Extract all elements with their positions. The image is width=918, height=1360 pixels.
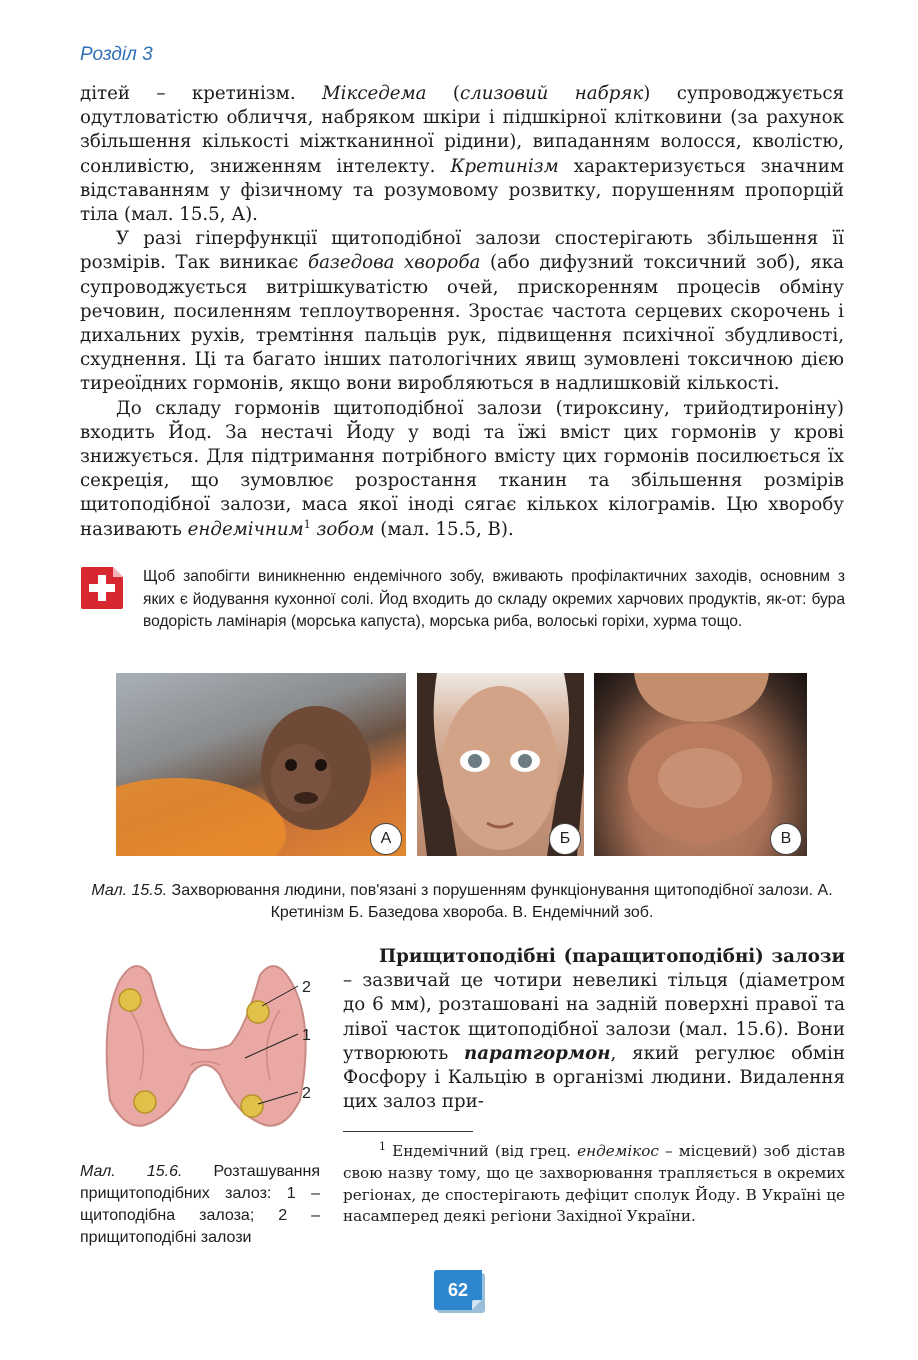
parathyroid-text: Прищитоподібні (паращитоподібні) залози – зазвичай це чотири невеликі тільця (діаметром до 6 мм), розташовані на задній поверхні правої та лівої часток щитоподібної залози (мал. 15.6). Вони утворюють паратгормон, який регулює обмін Фосфору і Кальцію в організмі людини. Видалення цих залоз при- (343, 946, 845, 1113)
callout-2-bottom: 2 (302, 1085, 311, 1102)
parathyroid-gland-top-left (119, 989, 141, 1011)
page-number: 62 (447, 1280, 469, 1300)
main-text (80, 82, 844, 542)
callout-2-top: 2 (302, 979, 311, 996)
paragraph-2: У разі гіперфункції щитоподібної залози спостерігають збільшення її розмірів. Так виникає базедова хвороба (або дифузний токсичний зоб), яка супроводжується витрішкуватістю очей, прискоренням процесів обміну речовин, посиленням теплоутворення. Зростає частота серцевих скорочень і дихальних рухів, тремтіння пальців рук, підвищення психічної збудливості, схуднення. Ці та багато інших патологічних явищ зумовлені токсичною дією тиреоїдних гормонів, якщо вони виробляються в надлишковій кількості. (80, 228, 844, 395)
photo-label-a: А (370, 823, 402, 855)
photo-label-c: В (770, 823, 802, 855)
photo-cretinism (116, 673, 406, 856)
figure-15-5-caption: Мал. 15.5. Захворювання людини, пов'язані з порушенням функціонування щитоподібної залози. А. Кретинізм Б. Базедова хвороба. В. Ендемічний зоб. (91, 882, 833, 921)
first-aid-plus-icon (80, 566, 124, 610)
paragraph-1: дітей – кретинізм. Мікседема (слизовий набряк) супроводжується одутловатістю обличчя, набряком шкіри і підшкірної клітковини (за рахунок збільшення кількості міжтканинної рідини), випаданням волосся, кволістю, сонливістю, зниженням інтелекту. Кретинізм характеризується значним відставанням у фізичному та розумовому розвитку, порушенням пропорцій тіла (мал. 15.5, А). (80, 83, 844, 226)
parathyroid-gland-bottom-left (134, 1091, 156, 1113)
page-number-badge (434, 1270, 486, 1314)
callout-1: 1 (302, 1027, 311, 1044)
thyroid-diagram (80, 950, 330, 1135)
photo-graves-disease (417, 673, 584, 856)
photo-endemic-goiter (594, 673, 807, 856)
paragraph-3: До складу гормонів щитоподібної залози (тироксину, трийодтироніну) входить Йод. За нестачі Йоду у воді та їжі вміст цих гормонів у крові знижується. Для підтримання потрібного вмісту цих гормонів посилюється їх секреція, що зумовлює розростання тканин та збільшення розмірів щитоподібної залози, маса якої іноді сягає кількох кілограмів. Цю хворобу називають ендемічним$^1$ зобом (мал. 15.5, В). (80, 397, 844, 540)
section-header: Розділ 3 (80, 44, 153, 65)
footnote-divider (343, 1131, 473, 1132)
footnote: $^1$ Ендемічний (від грец. ендемікос – місцевий) зоб дістав свою назву тому, що це захворювання трапляється в окремих регіонах, де спостерігають дефіцит сполук Йоду. В Україні це насамперед деякі регіони Західної України. (343, 1139, 845, 1226)
parathyroid-gland-bottom-right (241, 1095, 263, 1117)
photo-label-b: Б (549, 823, 581, 855)
tip-text: Щоб запобігти виникненню ендемічного зобу, вживають профілактичних заходів, основним з яких є йодування кухонної солі. Йод входить до складу окремих харчових продуктів, як-от: бура водорість ламінарія (морська капуста), морська риба, волоські горіхи, хурма тощо. (143, 568, 845, 631)
figure-15-6-caption: Мал. 15.6. Розташування прищитоподібних залоз: 1 – щитоподібна залоза; 2 – прищитоподібні залози (80, 1163, 320, 1246)
